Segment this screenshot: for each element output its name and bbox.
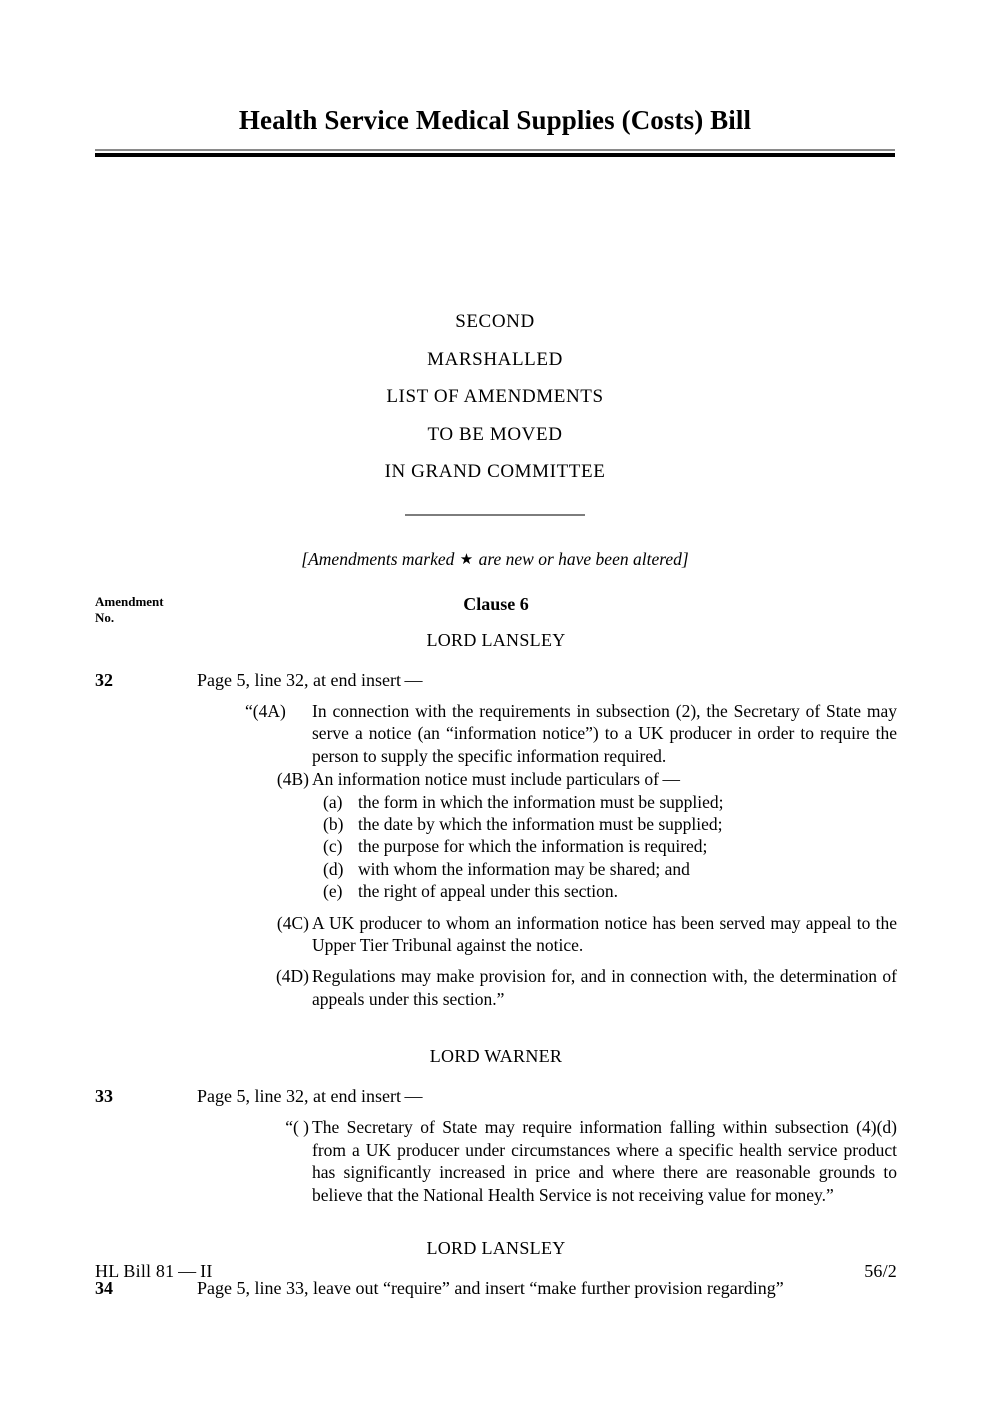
quoted-paragraph-33 [95,1116,897,1206]
note-open-bracket: [ [301,549,309,569]
note-text-after-star: are new or have been altered [474,549,682,569]
amendment-column-label-line-2: No. [95,610,115,625]
sub-item-text-b: the date by which the information must be supplied; [358,814,723,835]
amendment-number-34: 34 [95,1277,113,1298]
amendment-row-33 [95,1084,897,1108]
sub-item-text-e: the right of appeal under this section. [358,881,618,902]
sub-item-marker-b: (b) [323,814,344,835]
paragraph-marker-4B: (4B) [276,769,309,790]
sub-item-b [95,813,897,835]
title-double-rule [95,149,895,157]
amendment-32-quote-block [95,700,897,1010]
note-close-bracket: ] [681,549,689,569]
sponsor-lord-warner: LORD WARNER [429,1046,563,1067]
amendment-number-32: 32 [95,670,113,690]
paragraph-marker-4C: (4C) [276,912,309,933]
sub-item-marker-d: (d) [323,858,344,879]
amendment-column-label-line-1: Amendment [95,594,164,609]
paragraph-text-4D: Regulations may make provision for, and in connection with, the determination of appeals under this section.” [312,966,897,1009]
heading-line-4: TO BE MOVED [427,423,563,445]
document-heading-stack [95,303,895,516]
sub-item-a [95,791,897,813]
paragraph-text-4A: In connection with the requirements in subsection (2), the Secretary of State may serve a notice (an “information notice”) to a UK producer in order to require the person to supply the specific information required. [312,701,897,766]
amendment-lead-32: Page 5, line 32, at end insert — [197,670,423,690]
sub-item-marker-a: (a) [323,791,343,812]
paragraph-marker-33: “( ) [285,1117,309,1138]
paragraph-text-33: The Secretary of State may require information falling within subsection (4)(d) from a UK producer under circumstances where a specific health service product has significantly increased in price and where there are reasonable grounds to believe that the National Health Service is not receiving value for money.” [312,1117,897,1205]
quoted-paragraph-4A [95,700,897,767]
sponsor-lord-lansley-1: LORD LANSLEY [426,630,566,650]
rule-thick-bottom [95,153,895,157]
sponsor-lord-lansley-2: LORD LANSLEY [426,1237,566,1258]
center-divider-rule [405,514,585,516]
heading-line-3: LIST OF AMENDMENTS [386,386,604,407]
amendment-lead-34: Page 5, line 33, leave out “require” and insert “make further provision regarding” [197,1277,784,1298]
paragraph-text-4B: An information notice must include particulars of — [312,769,680,790]
sub-item-marker-c: (c) [323,836,343,857]
heading-line-5: IN GRAND COMMITTEE [384,461,606,482]
amendment-number-33: 33 [95,1086,113,1107]
amendment-33-quote-block [95,1116,897,1206]
sub-item-text-c: the purpose for which the information is required; [358,836,708,857]
clause-heading: Clause 6 [463,594,529,614]
quoted-paragraph-4C [95,912,897,957]
amendment-lead-33: Page 5, line 32, at end insert — [197,1086,423,1107]
sub-item-text-d: with whom the information may be shared; and [358,858,690,879]
title-block [95,104,895,157]
amendments-body-column [95,592,897,1300]
quoted-paragraph-4D [95,965,897,1010]
footer-page-number: 56/2 [864,1261,897,1281]
sub-item-d [95,858,897,880]
amendment-row-32 [95,668,897,692]
starred-amendments-note [95,549,895,570]
sub-item-e [95,880,897,902]
sub-item-c [95,835,897,857]
sub-item-text-a: the form in which the information must be supplied; [358,791,724,812]
sub-item-marker-e: (e) [323,881,343,902]
paragraph-marker-4A: “(4A) [245,701,286,721]
footer-bill-reference: HL Bill 81 — II [95,1261,213,1281]
paragraph-marker-4D: (4D) [275,966,309,987]
sub-item-list-4B [95,791,897,903]
heading-line-2: MARSHALLED [427,348,563,370]
heading-line-1: SECOND [455,311,535,332]
page-footer [95,1261,897,1282]
page-title: Health Service Medical Supplies (Costs) Bill [238,105,752,135]
star-icon: ★ [459,552,474,568]
paragraph-text-4C: A UK producer to whom an information notice has been served may appeal to the Upper Tier Tribunal against the notice. [312,912,897,956]
quoted-paragraph-4B [95,768,897,790]
note-text-before-star: Amendments marked [308,549,459,569]
